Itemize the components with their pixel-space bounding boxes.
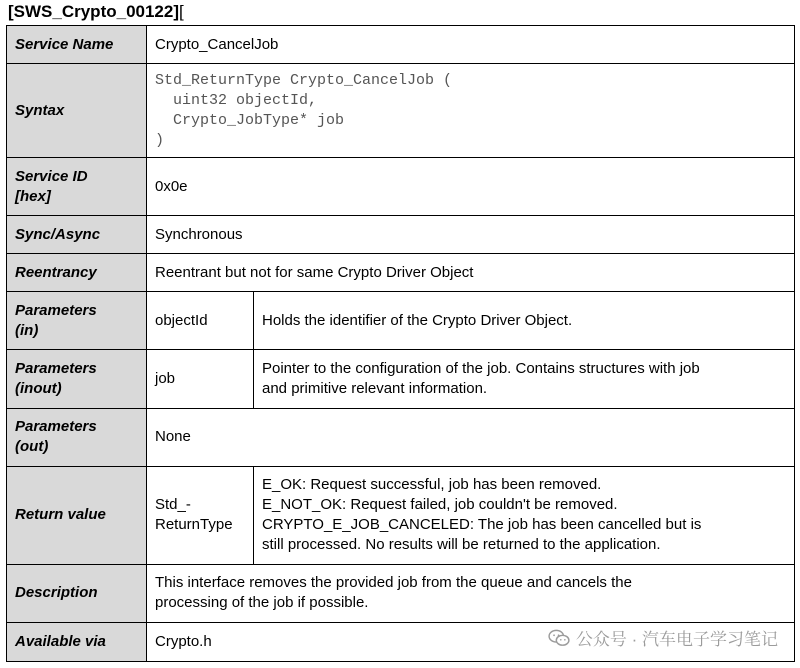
watermark <box>548 625 778 650</box>
return-type-line2: ReturnType <box>155 516 233 534</box>
requirement-id-bracket: [ <box>179 2 184 21</box>
param-name-job: job <box>147 350 254 408</box>
param-name-objectid: objectId <box>147 292 254 350</box>
label-parameters-inout <box>7 350 147 408</box>
row-parameters-out <box>7 408 795 466</box>
return-type <box>147 466 254 564</box>
row-service-id <box>7 158 795 216</box>
wechat-icon <box>548 629 570 647</box>
value-sync-async: Synchronous <box>147 216 795 254</box>
label-reentrancy: Reentrancy <box>7 254 147 292</box>
param-desc-job-line2: and primitive relevant information. <box>262 379 488 397</box>
label-parameters-in-line2: (in) <box>15 321 39 339</box>
value-parameters-out: None <box>147 408 795 466</box>
return-line: E_OK: Request successful, job has been removed. <box>262 476 602 494</box>
label-parameters-inout-line2: (inout) <box>15 379 62 397</box>
label-parameters-out <box>7 408 147 466</box>
row-reentrancy <box>7 254 795 292</box>
return-line: E_NOT_OK: Request failed, job couldn't be removed. <box>262 496 618 514</box>
label-parameters-out-line1: Parameters <box>15 418 97 436</box>
row-description <box>7 564 795 622</box>
return-line: CRYPTO_E_JOB_CANCELED: The job has been cancelled but is <box>262 516 702 534</box>
label-parameters-in <box>7 292 147 350</box>
label-service-name: Service Name <box>7 26 147 64</box>
requirement-id-text: [SWS_Crypto_00122] <box>8 2 180 21</box>
row-parameters-inout <box>7 350 795 408</box>
syntax-line: Crypto_JobType* job <box>155 111 345 129</box>
syntax-line: Std_ReturnType Crypto_CancelJob ( <box>155 71 453 89</box>
label-parameters-in-line1: Parameters <box>15 301 97 319</box>
service-spec-table <box>6 25 795 662</box>
value-available-via: Crypto.h <box>147 622 795 661</box>
param-desc-objectid: Holds the identifier of the Crypto Driver Object. <box>254 292 795 350</box>
syntax-line: ) <box>155 131 165 149</box>
label-description: Description <box>7 564 147 622</box>
row-parameters-in <box>7 292 795 350</box>
label-service-id <box>7 158 147 216</box>
value-service-id: 0x0e <box>147 158 795 216</box>
return-line: still processed. No results will be returned to the application. <box>262 536 661 554</box>
value-service-name: Crypto_CancelJob <box>147 26 795 64</box>
row-sync-async <box>7 216 795 254</box>
return-value-desc <box>254 466 795 564</box>
label-syntax: Syntax <box>7 64 147 158</box>
watermark-text: 公众号 · 汽车电子学习笔记 <box>575 630 778 649</box>
row-syntax <box>7 64 795 158</box>
param-desc-job-line1: Pointer to the configuration of the job. Contains structures with job <box>262 359 700 377</box>
label-parameters-out-line2: (out) <box>15 438 49 456</box>
label-return-value: Return value <box>7 466 147 564</box>
label-available-via: Available via <box>7 622 147 661</box>
value-reentrancy: Reentrant but not for same Crypto Driver Object <box>147 254 795 292</box>
syntax-line: uint32 objectId, <box>155 91 318 109</box>
label-sync-async: Sync/Async <box>7 216 147 254</box>
label-service-id-line1: Service ID <box>15 167 88 185</box>
value-syntax <box>147 64 795 158</box>
param-desc-job <box>254 350 795 408</box>
description-line2: processing of the job if possible. <box>155 594 369 612</box>
return-type-line1: Std_- <box>155 496 191 514</box>
row-return-value <box>7 466 795 564</box>
description-line1: This interface removes the provided job from the queue and cancels the <box>155 574 632 592</box>
label-parameters-inout-line1: Parameters <box>15 359 97 377</box>
value-description <box>147 564 795 622</box>
requirement-id <box>8 2 184 22</box>
label-service-id-line2: [hex] <box>15 187 51 205</box>
row-service-name <box>7 26 795 64</box>
